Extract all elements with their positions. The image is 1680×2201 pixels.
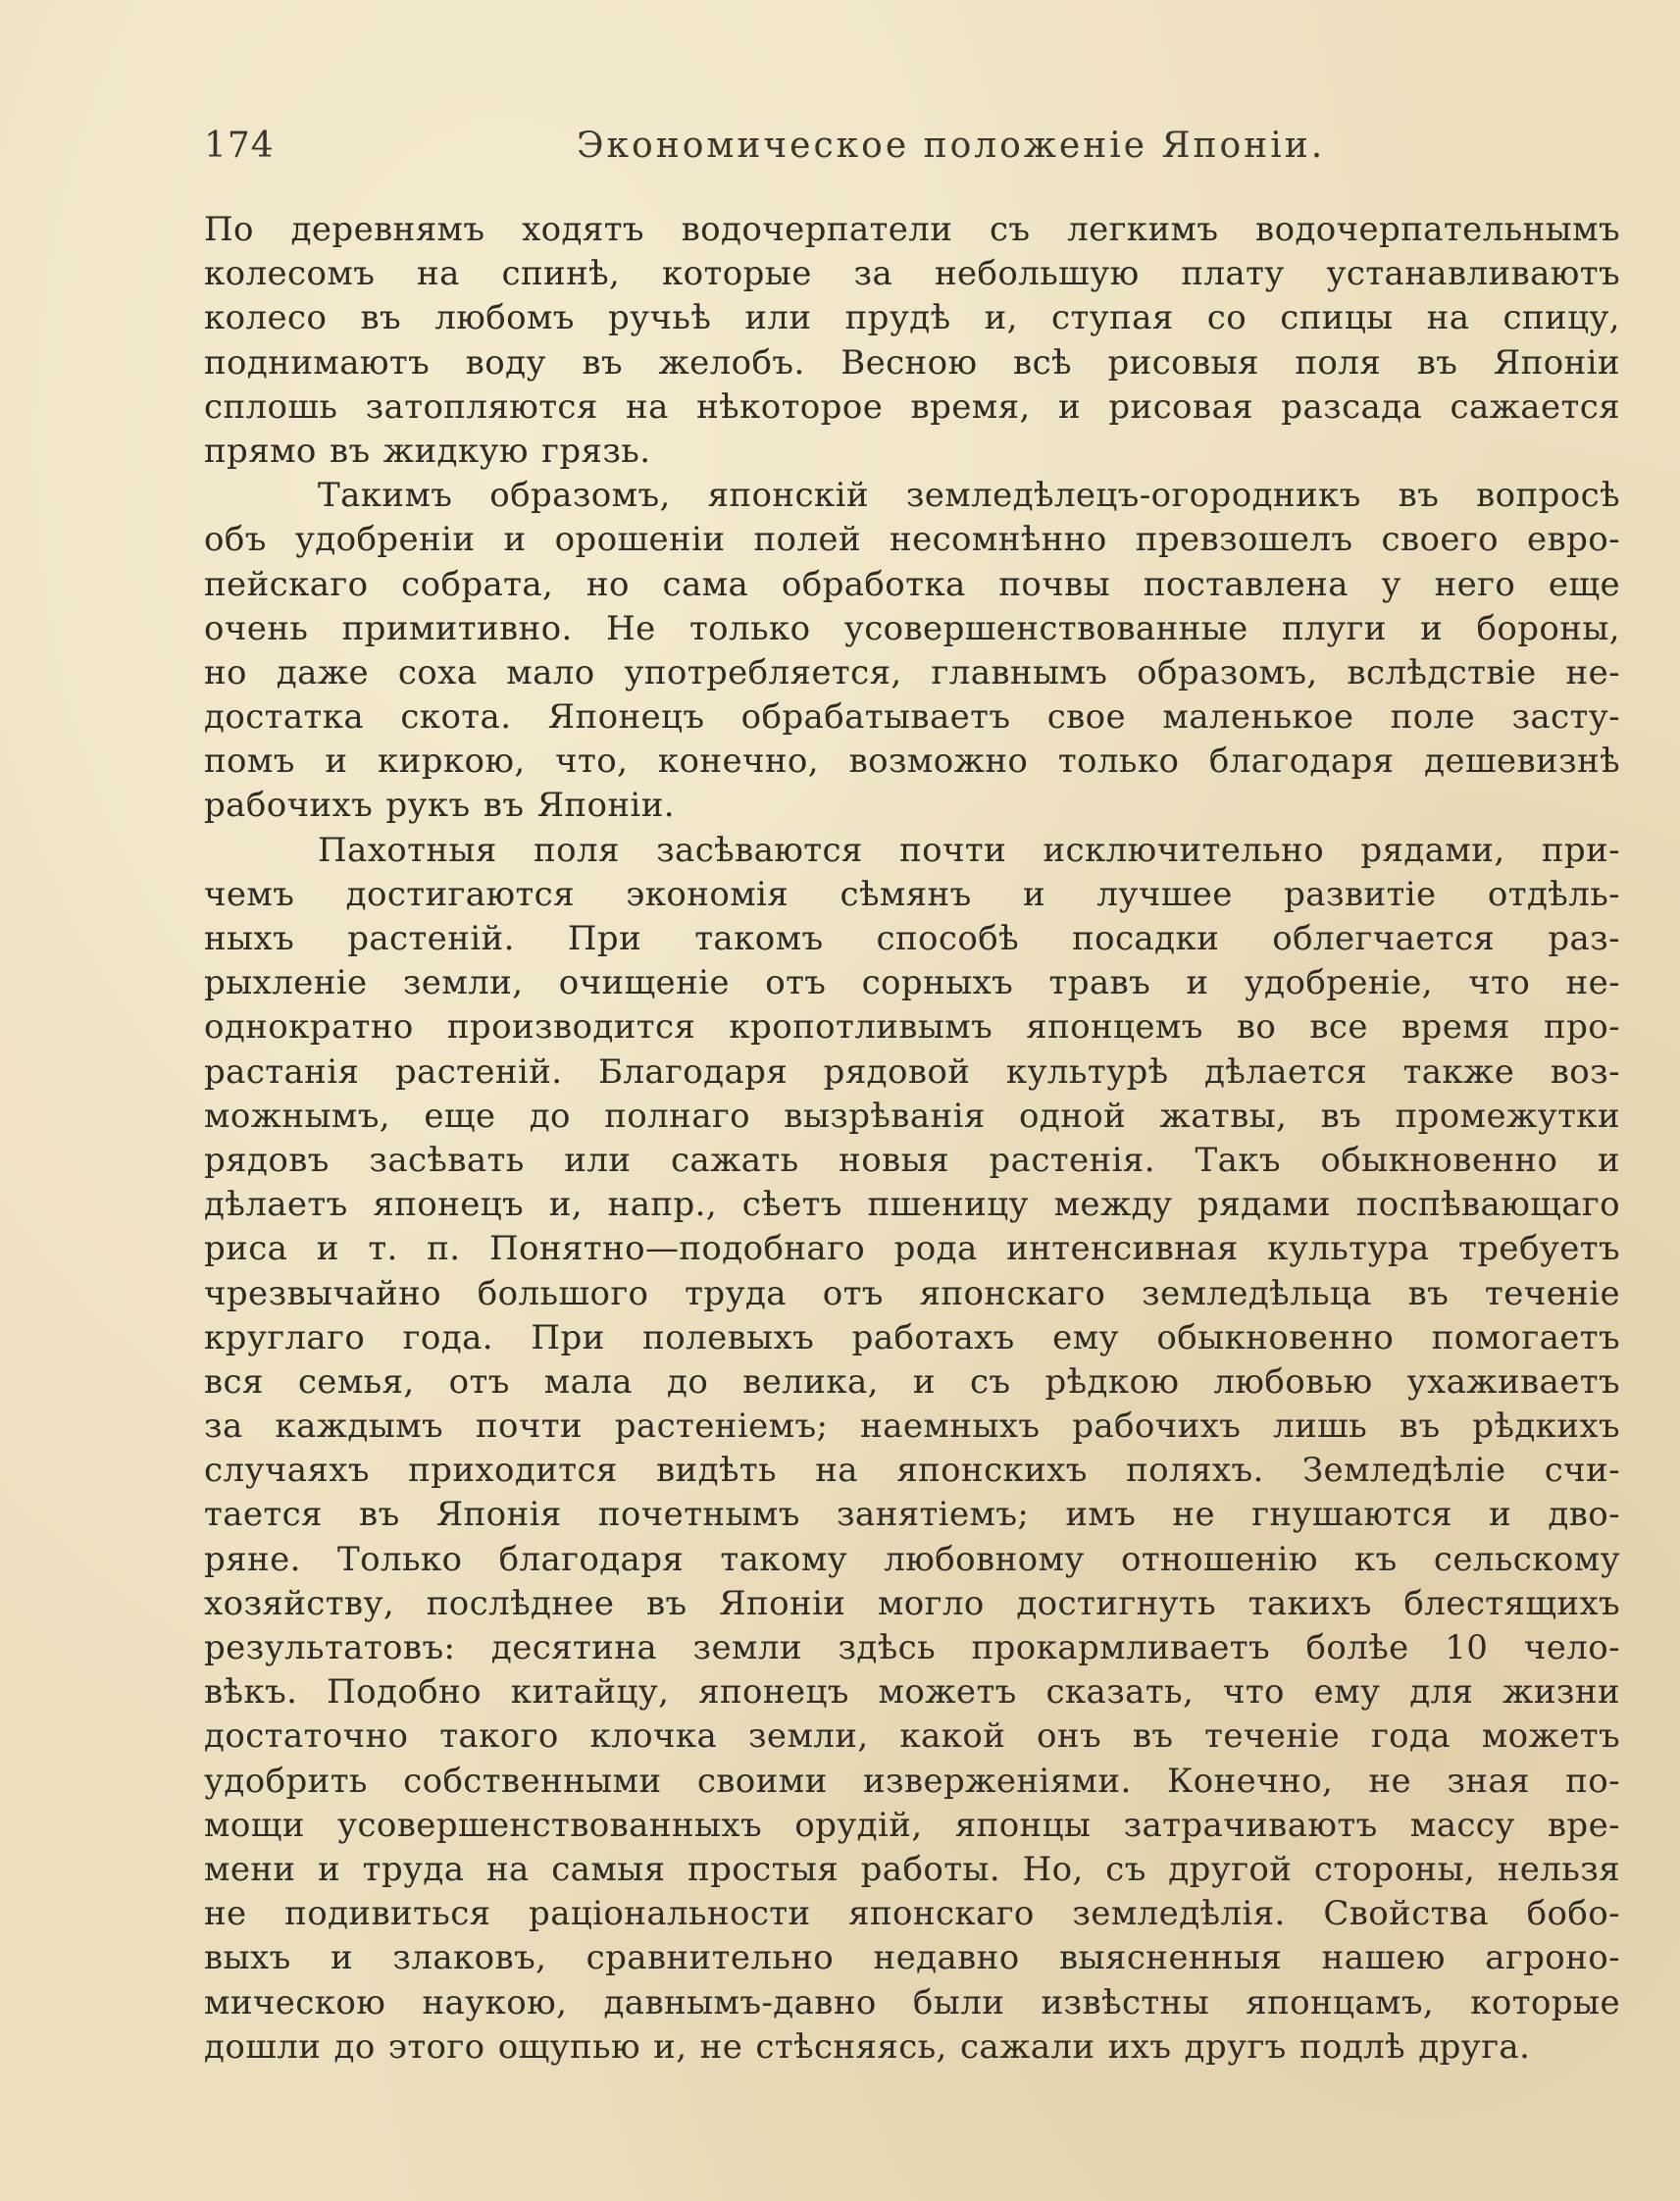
running-title: Экономическое положенiе Японiи. <box>577 126 1326 166</box>
text-line: но даже соха мало употребляется, главнымъ образомъ, вслѣдствiе не- <box>204 652 1620 692</box>
text-line: рыхленiе земли, очищенiе отъ сорныхъ травъ и удобренiе, что не- <box>204 963 1620 1003</box>
text-line: растанiя растенiй. Благодаря рядовой культурѣ дѣлается также воз- <box>204 1051 1620 1092</box>
text-line: можнымъ, еще до полнаго вызрѣванiя одной жатвы, въ промежутки <box>204 1096 1620 1136</box>
text-line: случаяхъ приходится видѣть на японскихъ поляхъ. Земледѣлiе счи- <box>204 1451 1620 1491</box>
text-line: По деревнямъ ходятъ водочерпатели съ легкимъ водочерпательнымъ <box>204 210 1620 249</box>
text-line: поднимаютъ воду въ желобъ. Весною всѣ рисовыя поля въ Японiи <box>204 342 1620 383</box>
text-line: колесомъ на спинѣ, которые за небольшую плату устанавливаютъ <box>204 254 1620 294</box>
text-line: рядовъ засѣвать или сажать новыя растенiя. Такъ обыкновенно и <box>204 1140 1620 1180</box>
text-line: однократно производится кропотливымъ японцемъ во все время про- <box>204 1007 1620 1048</box>
text-line: помъ и киркою, что, конечно, возможно только благодаря дешевизнѣ <box>204 742 1620 782</box>
text-line: сплошь затопляются на нѣкоторое время, и рисовая разсада сажается <box>204 386 1620 427</box>
text-line: за каждымъ почти растенiемъ; наемныхъ рабочихъ лишь въ рѣдкихъ <box>204 1407 1620 1447</box>
text-line: мическою наукою, давнымъ-давно были извѣстны японцамъ, которые <box>204 1982 1620 2022</box>
text-line: круглаго года. При полевыхъ работахъ ему обыкновенно помогаетъ <box>204 1317 1620 1357</box>
text-line: Такимъ образомъ, японскiй земледѣлецъ-огородникъ въ вопросѣ <box>318 476 1620 516</box>
text-line: чрезвычайно большого труда отъ японскаго земледѣльца въ теченiе <box>204 1273 1620 1313</box>
running-head <box>204 126 1620 184</box>
text-line: удобрить собственными своими изверженiями. Конечно, не зная по- <box>204 1761 1620 1801</box>
text-line: объ удобренiи и орошенiи полей несомнѣнно превзошелъ своего евро- <box>204 520 1620 560</box>
text-line: результатовъ: десятина земли здѣсь прокармливаетъ болѣе 10 чело- <box>204 1628 1620 1667</box>
text-line: достатка скота. Японецъ обрабатываетъ свое маленькое поле засту- <box>204 697 1620 738</box>
text-line: вся семья, отъ мала до велика, и съ рѣдкою любовью ухаживаетъ <box>204 1361 1620 1402</box>
text-line: достаточно такого клочка земли, какой онъ въ теченiе года можетъ <box>204 1716 1620 1757</box>
text-line: хозяйству, послѣднее въ Японiи могло достигнуть такихъ блестящихъ <box>204 1583 1620 1623</box>
text-line: дошли до этого ощупью и, не стѣсняясь, сажали ихъ другъ подлѣ друга. <box>204 2026 1531 2067</box>
text-line: колесо въ любомъ ручьѣ или прудѣ и, ступая со спицы на спицу, <box>204 298 1620 338</box>
text-line: не подивиться рацiональности японскаго земледѣлiя. Свойства бобо- <box>204 1894 1620 1934</box>
text-line: очень примитивно. Не только усовершенствованные плуги и бороны, <box>204 608 1620 648</box>
text-line: выхъ и злаковъ, сравнительно недавно выясненныя нашею агроно- <box>204 1938 1620 1978</box>
text-line: мени и труда на самыя простыя работы. Но, съ другой стороны, нельзя <box>204 1849 1620 1889</box>
text-line: тается въ Японiя почетнымъ занятiемъ; имъ не гнушаются и дво- <box>204 1495 1620 1535</box>
text-line: рабочихъ рукъ въ Японiи. <box>204 786 675 826</box>
text-line: ряне. Только благодаря такому любовному отношенiю къ сельскому <box>204 1539 1620 1579</box>
text-line: вѣкъ. Подобно китайцу, японецъ можетъ сказать, что ему для жизни <box>204 1672 1620 1713</box>
book-page <box>204 126 1620 2070</box>
text-line: чемъ достигаются экономiя сѣмянъ и лучшее развитiе отдѣль- <box>204 874 1620 914</box>
text-line: риса и т. п. Понятно—подобнаго рода интенсивная культура требуетъ <box>204 1229 1620 1269</box>
text-line: прямо въ жидкую грязь. <box>204 431 651 471</box>
page-number: 174 <box>204 126 275 166</box>
text-line: мощи усовершенствованныхъ орудiй, японцы затрачиваютъ массу вре- <box>204 1805 1620 1845</box>
text-line: ныхъ растенiй. При такомъ способѣ посадки облегчается раз- <box>204 919 1620 958</box>
body-text <box>204 208 1620 2070</box>
text-line: пейскаго собрата, но сама обработка почвы поставлена у него еще <box>204 564 1620 604</box>
text-line: дѣлаетъ японецъ и, напр., сѣетъ пшеницу между рядами поспѣвающаго <box>204 1185 1620 1225</box>
text-line: Пахотныя поля засѣваются почти исключительно рядами, при- <box>318 830 1620 870</box>
